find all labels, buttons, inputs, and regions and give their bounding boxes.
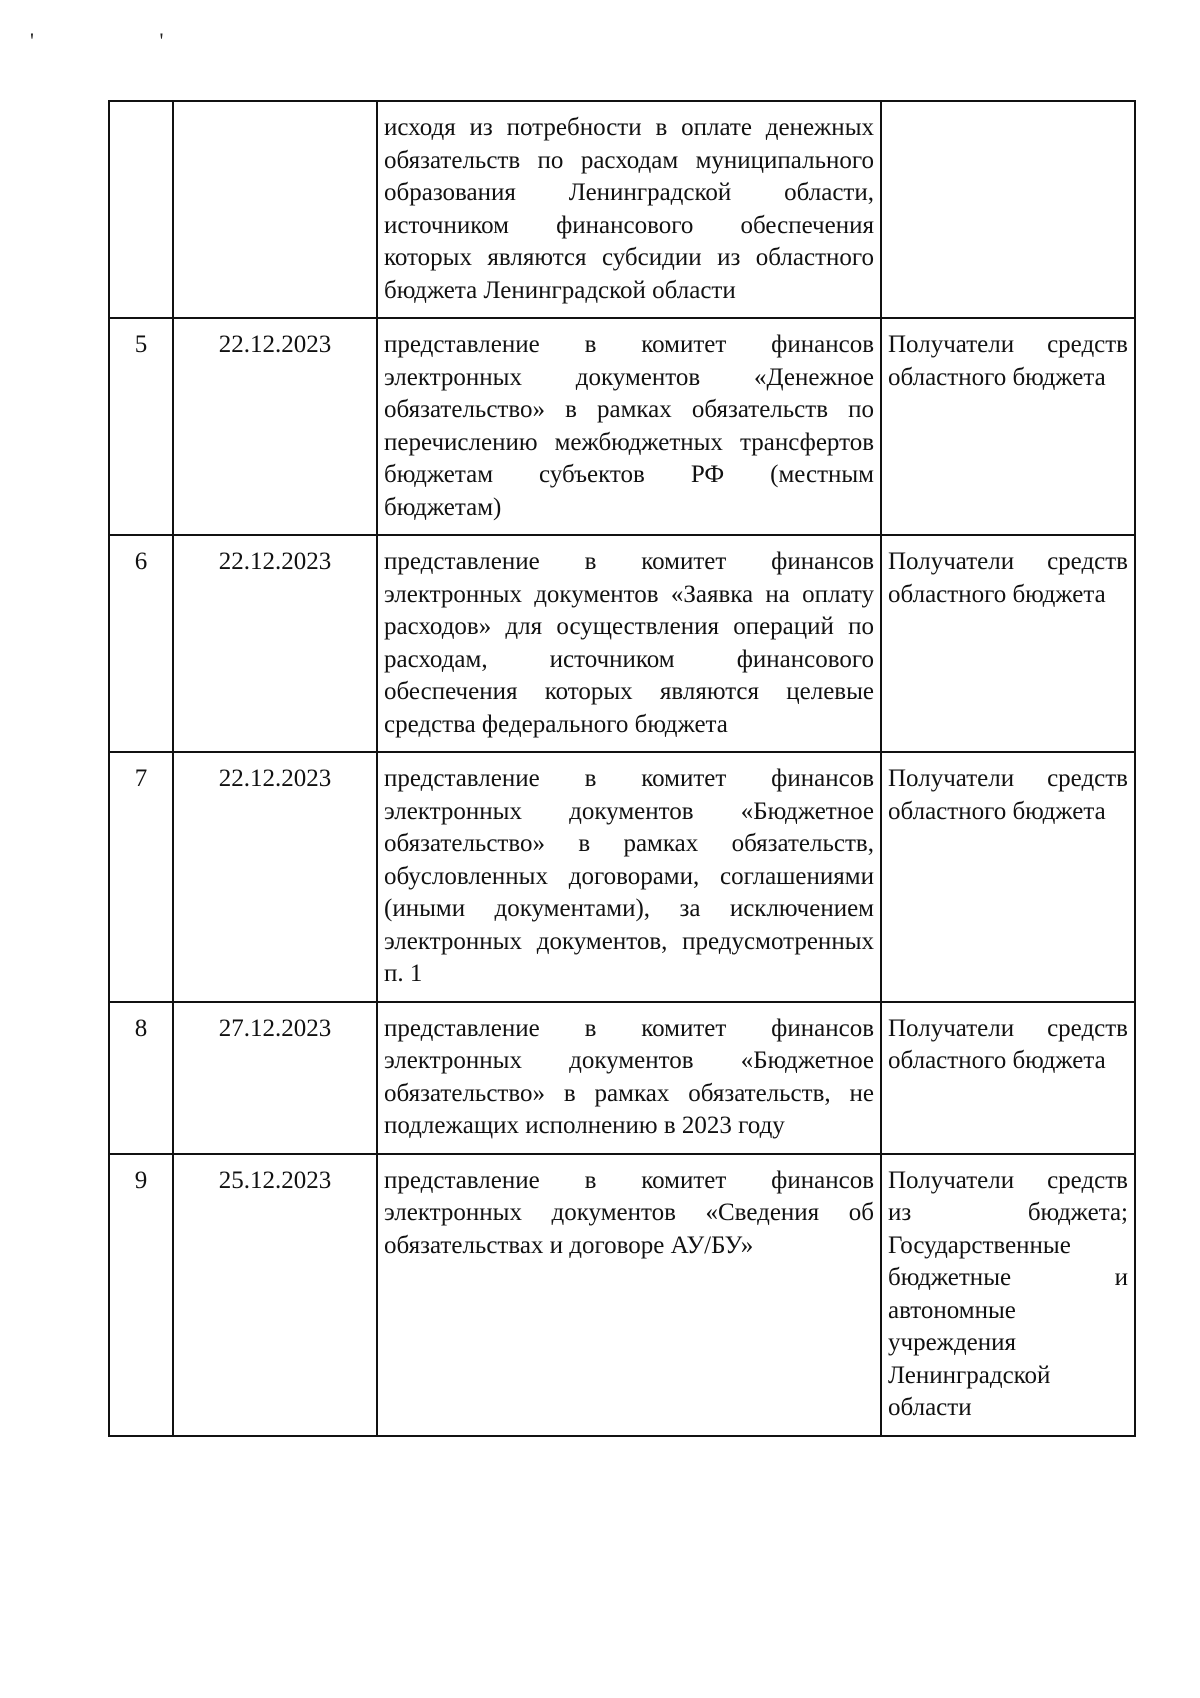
row-number: 9: [109, 1154, 173, 1436]
row-description: представление в комитет финансов электронных документов «Бюджетное обязательство» в рамках обязательств, не подлежащих исполнению в 2023 году: [377, 1002, 881, 1154]
row-number: 6: [109, 535, 173, 752]
row-responsible: Получатели средств областного бюджета: [881, 1002, 1135, 1154]
schedule-table: [108, 100, 1136, 1437]
row-description: представление в комитет финансов электронных документов «Бюджетное обязательство» в рамках обязательств, обусловленных договорами, соглашениями (иными документами), за исключением электронных документов, предусмотренных п. 1: [377, 752, 881, 1002]
row-description: представление в комитет финансов электронных документов «Заявка на оплату расходов» для осуществления операций по расходам, источником финансового обеспечения которых являются целевые средства федерального бюджета: [377, 535, 881, 752]
table-row: [109, 318, 1135, 535]
row-date: 22.12.2023: [173, 752, 377, 1002]
row-description: исходя из потребности в оплате денежных обязательств по расходам муниципального образования Ленинградской области, источником финансового обеспечения которых являются субсидии из областного бюджета Ленинградской области: [377, 101, 881, 318]
table-row: [109, 1002, 1135, 1154]
row-responsible: [881, 101, 1135, 318]
row-date: 27.12.2023: [173, 1002, 377, 1154]
row-number: 5: [109, 318, 173, 535]
row-number: 7: [109, 752, 173, 1002]
table-row: [109, 1154, 1135, 1436]
row-date: 25.12.2023: [173, 1154, 377, 1436]
row-date: 22.12.2023: [173, 318, 377, 535]
table-row: [109, 101, 1135, 318]
row-date: 22.12.2023: [173, 535, 377, 752]
row-description: представление в комитет финансов электронных документов «Сведения об обязательствах и договоре АУ/БУ»: [377, 1154, 881, 1436]
row-responsible: Получатели средств областного бюджета: [881, 535, 1135, 752]
row-description: представление в комитет финансов электронных документов «Денежное обязательство» в рамках обязательств по перечислению межбюджетных трансфертов бюджетам субъектов РФ (местным бюджетам): [377, 318, 881, 535]
row-number: 8: [109, 1002, 173, 1154]
row-responsible: Получатели средств из бюджета; Государственные бюджетные и автономные учреждения Ленинградской области: [881, 1154, 1135, 1436]
row-date: [173, 101, 377, 318]
table-row: [109, 535, 1135, 752]
row-responsible: Получатели средств областного бюджета: [881, 752, 1135, 1002]
scan-specks: ' ': [30, 28, 224, 53]
row-number: [109, 101, 173, 318]
row-responsible: Получатели средств областного бюджета: [881, 318, 1135, 535]
table-row: [109, 752, 1135, 1002]
